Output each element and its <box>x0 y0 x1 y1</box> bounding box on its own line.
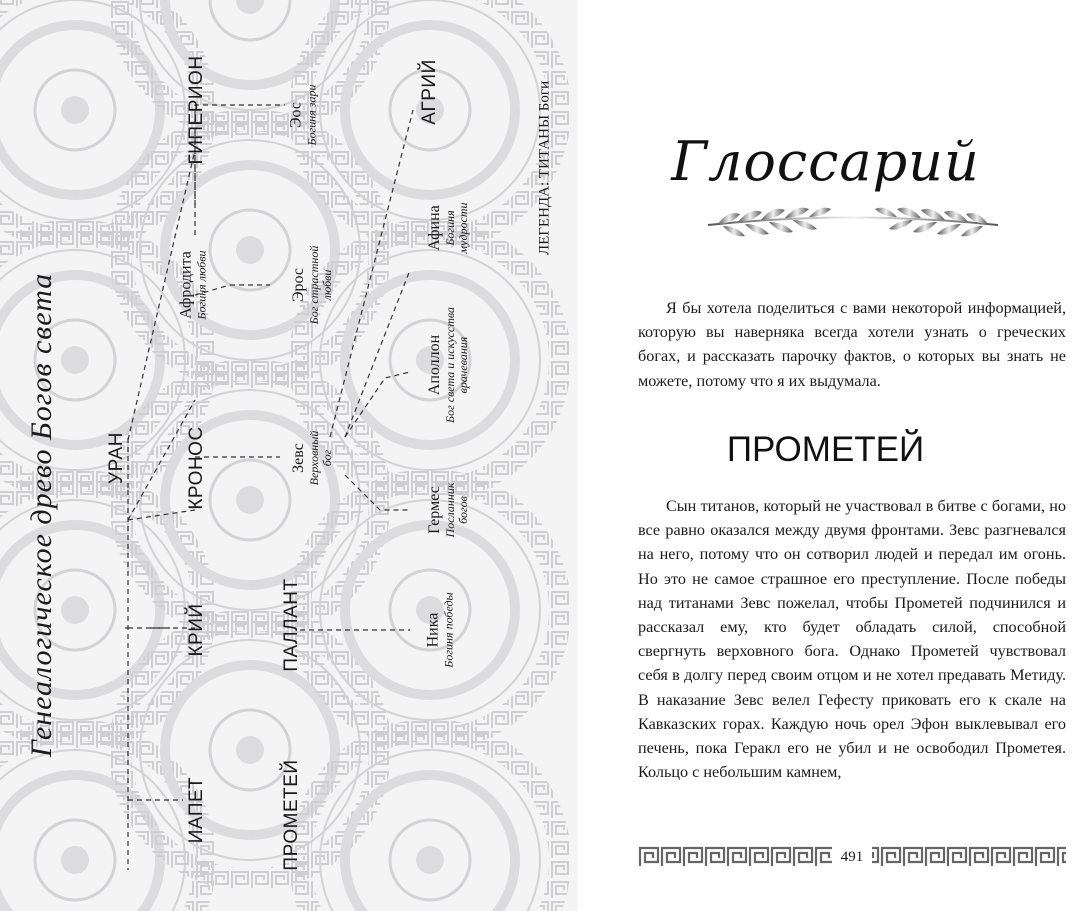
intro-paragraph: Я бы хотела поделиться с вами некоторой информацией, которую вы наверняка всегда хотели узнать о греческих богах, и рассказать парочку фактов, о которых вы знать не можете, потому что я их выдумала. <box>638 299 1066 390</box>
page-number: 491 <box>832 846 872 868</box>
titan-giperion: ГИПЕРИОН <box>186 55 207 165</box>
titan-iapet: ИАПЕТ <box>186 776 207 844</box>
titan-prometey: ПРОМЕТЕЙ <box>281 759 302 871</box>
glossary-page <box>578 0 1073 911</box>
laurel-wreath-icon <box>703 200 1003 250</box>
titan-agriy: АГРИЙ <box>419 59 440 125</box>
tree-title: Генеалогическое древо Богов света <box>25 272 58 758</box>
god-afina: Афина Богиня мудрости <box>426 202 470 254</box>
god-zevs: Зевс Верховный бог <box>290 430 334 486</box>
titan-uran: УРАН <box>106 432 127 484</box>
god-apollon: Аполлон Бог света и искусства врачевания <box>426 307 470 423</box>
titan-kronos: КРОНОС <box>186 426 207 510</box>
god-nika: Ника Богиня победы <box>424 592 456 668</box>
god-afrodita: Афродита Богиня любви <box>177 250 209 320</box>
body-paragraph: Сын титанов, который не участвовал в битве с богами, но все равно оказался между двумя фронтами. Зевс разгневался на него, потому что он сотворил людей и передал им огонь. Но это не самое страшное его преступление. После победы над титанами Зевс пожелал, чтобы Прометей подчинился и рассказал ему, кто будет обладать силой, способной свергнуть верховного бога. Однако Прометей чувствовал себя в долгу перед своим отцом и не хотел предавать Метиду. В наказание Зевс велел Гефесту приковать его к скале на Кавказских горах. Каждую ночь орел Эфон выклевывал его печень, пока Геракл его не убил и не освободил Прометея. Кольцо с небольшим камнем, <box>638 497 1066 782</box>
god-germes: Гермес Посланник богов <box>426 482 470 538</box>
section-heading: ПРОМЕТЕЙ <box>726 430 925 469</box>
page-footer <box>638 846 1066 868</box>
titan-kriy: КРИЙ <box>186 603 207 657</box>
tree-legend: ЛЕГЕНДА: ТИТАНЫ Боги <box>536 80 553 256</box>
god-eos: Эос Богиня зари <box>287 84 319 146</box>
titan-pallant: ПАЛЛАНТ <box>281 578 302 672</box>
god-eros: Эрос Бог страстной любви <box>290 245 334 325</box>
glossary-title: Глоссарий <box>671 130 980 193</box>
